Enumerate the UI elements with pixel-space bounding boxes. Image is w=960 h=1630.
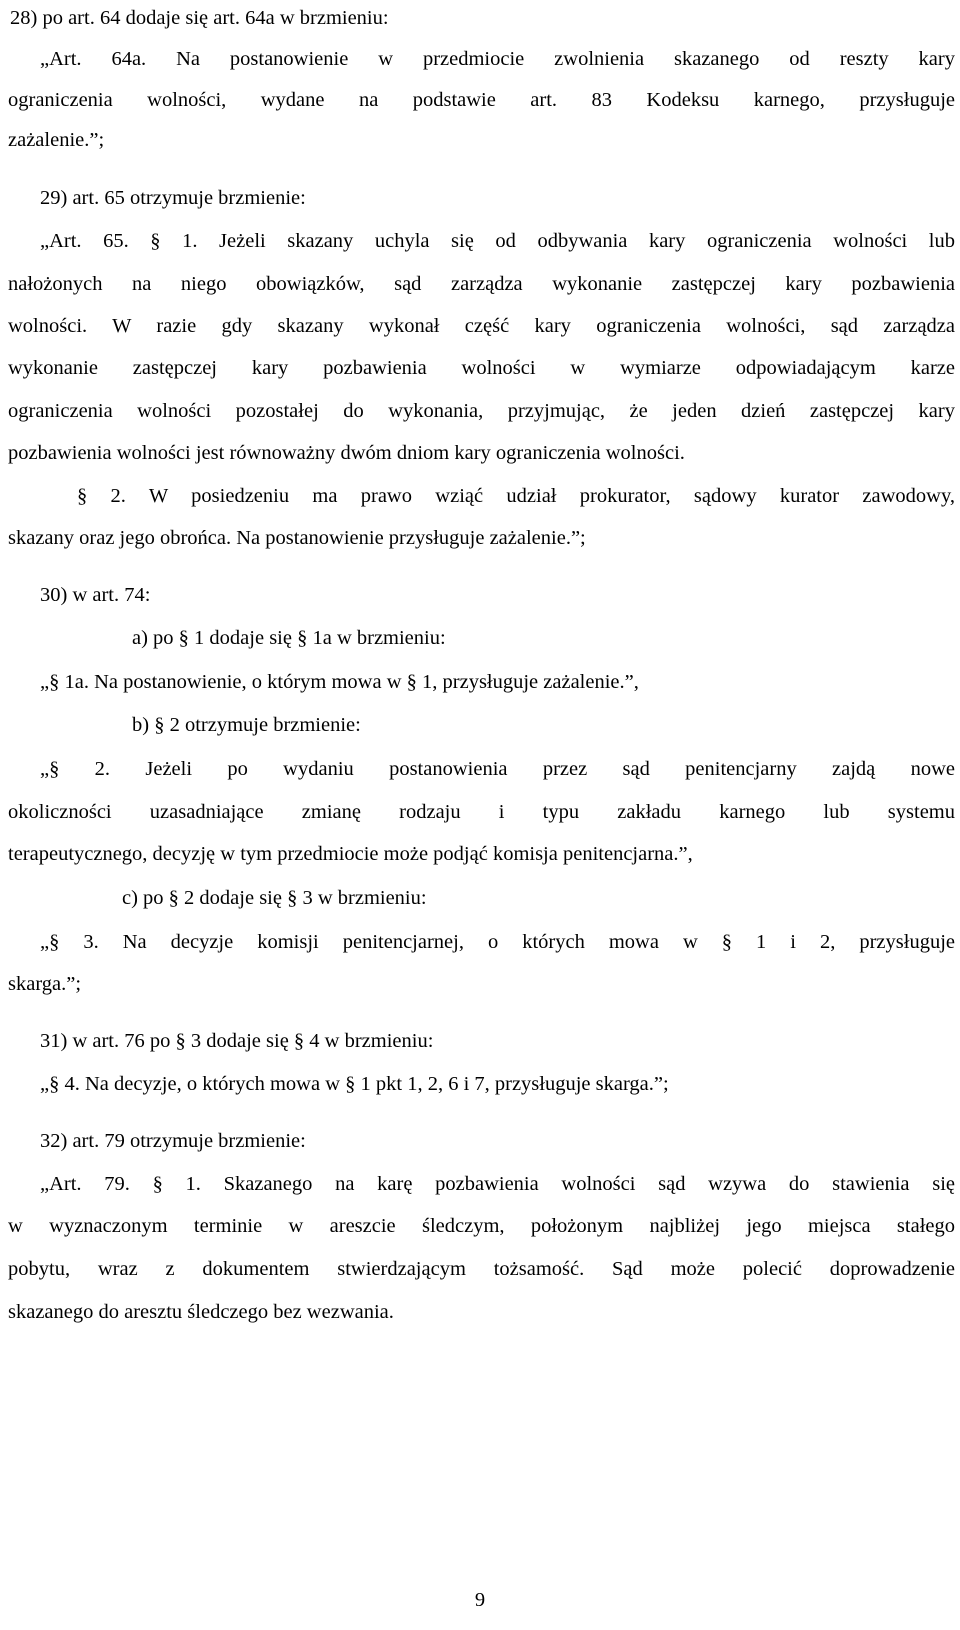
item-32-heading: 32) art. 79 otrzymuje brzmienie: (40, 1130, 306, 1152)
paragraph-line: nałożonych na niego obowiązków, sąd zarządza wykonanie zastępczej kary pozbawienia (8, 273, 955, 295)
item-29-heading: 29) art. 65 otrzymuje brzmienie: (40, 187, 306, 209)
paragraph-line: pobytu, wraz z dokumentem stwierdzającym tożsamość. Sąd może polecić doprowadzenie (8, 1258, 955, 1280)
item-28-heading: 28) po art. 64 dodaje się art. 64a w brzmieniu: (10, 7, 389, 29)
paragraph-line: terapeutycznego, decyzję w tym przedmiocie może podjąć komisja penitencjarna.”, (8, 843, 693, 865)
paragraph-line: „Art. 65. § 1. Jeżeli skazany uchyla się od odbywania kary ograniczenia wolności lub (40, 230, 955, 252)
paragraph-line: wolności. W razie gdy skazany wykonał część kary ograniczenia wolności, sąd zarządza (8, 315, 955, 337)
paragraph-line: „Art. 79. § 1. Skazanego na karę pozbawienia wolności sąd wzywa do stawienia się (40, 1173, 955, 1195)
paragraph-line: ograniczenia wolności, wydane na podstawie art. 83 Kodeksu karnego, przysługuje (8, 89, 955, 111)
paragraph-line: zażalenie.”; (8, 129, 105, 151)
paragraph-line: pozbawienia wolności jest równoważny dwóm dniom kary ograniczenia wolności. (8, 442, 685, 464)
paragraph-line: „§ 2. Jeżeli po wydaniu postanowienia przez sąd penitencjarny zajdą nowe (40, 758, 955, 780)
paragraph-line: skazany oraz jego obrońca. Na postanowienie przysługuje zażalenie.”; (8, 527, 586, 549)
paragraph-line: skarga.”; (8, 973, 82, 995)
item-30-heading: 30) w art. 74: (40, 584, 151, 606)
paragraph-line: § 2. W posiedzeniu ma prawo wziąć udział prokurator, sądowy kurator zawodowy, (77, 485, 955, 507)
paragraph-line: skazanego do aresztu śledczego bez wezwania. (8, 1301, 394, 1323)
paragraph-line: ograniczenia wolności pozostałej do wykonania, przyjmując, że jeden dzień zastępczej kary (8, 400, 955, 422)
paragraph-line: „§ 4. Na decyzje, o których mowa w § 1 pkt 1, 2, 6 i 7, przysługuje skarga.”; (40, 1073, 669, 1095)
page-number: 9 (474, 1589, 486, 1611)
paragraph-line: okoliczności uzasadniające zmianę rodzaju i typu zakładu karnego lub systemu (8, 801, 955, 823)
paragraph-line: „§ 3. Na decyzje komisji penitencjarnej, o których mowa w § 1 i 2, przysługuje (40, 931, 955, 953)
subitem-heading: b) § 2 otrzymuje brzmienie: (132, 714, 361, 736)
subitem-heading: c) po § 2 dodaje się § 3 w brzmieniu: (122, 887, 427, 909)
paragraph-line: wykonanie zastępczej kary pozbawienia wolności w wymiarze odpowiadającym karze (8, 357, 955, 379)
paragraph-line: „Art. 64a. Na postanowienie w przedmiocie zwolnienia skazanego od reszty kary (40, 48, 955, 70)
item-31-heading: 31) w art. 76 po § 3 dodaje się § 4 w brzmieniu: (40, 1030, 434, 1052)
subitem-heading: a) po § 1 dodaje się § 1a w brzmieniu: (132, 627, 446, 649)
paragraph-line: „§ 1a. Na postanowienie, o którym mowa w § 1, przysługuje zażalenie.”, (40, 671, 639, 693)
paragraph-line: w wyznaczonym terminie w areszcie śledczym, położonym najbliżej jego miejsca stałego (8, 1215, 955, 1237)
